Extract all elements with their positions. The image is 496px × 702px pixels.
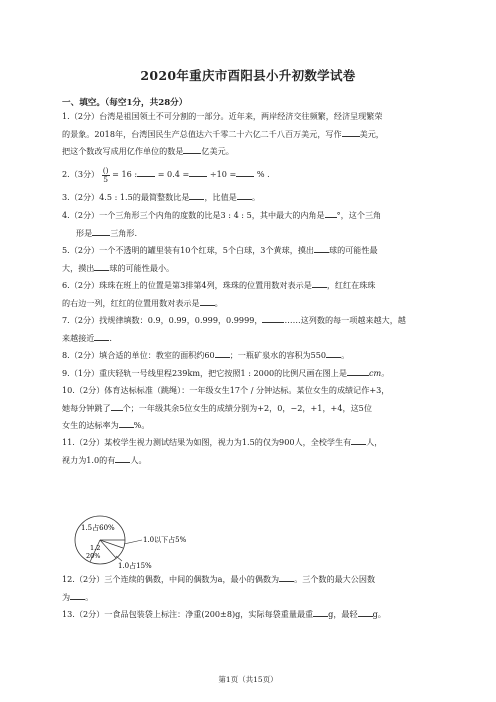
q10-blank-1[interactable] [111,402,123,411]
vision-pie-chart [66,510,216,570]
pie-leader-1 [124,540,142,544]
q5-blank-1[interactable] [314,244,329,253]
q13-blank-1[interactable] [313,608,328,617]
question-4: 4.（2分）一个三角形三个内角的度数的比是3 : 4 : 5，其中最大的内角是 °，这个三角 形是 三角形. [62,210,382,238]
q10-blank-2[interactable] [119,419,134,428]
question-9: 9.（1分）重庆轻轨一号线里程239km，把它按照1 : 2000的比例尺画在图上是 cm。 [62,368,390,378]
q3-blank-2[interactable] [237,191,252,200]
q9-blank-1[interactable] [347,367,369,376]
q12-blank-1[interactable] [279,573,294,582]
q11-blank-2[interactable] [115,454,130,463]
question-8: 8.（2分）填合适的单位：教室的面积约60 ；一瓶矿泉水的容积为550 。 [62,350,350,360]
question-10: 10.（2分）体育达标标准（跳绳）：一年级女生17个 / 分钟达标。某位女生的成绩记作+3， 她每分钟跳了 个；一年级其余5位女生的成绩分别为+2，0，−2，+1，+4，这5位 女生的达标率为 %。 [62,385,390,430]
question-6: 6.（2分）珠珠在班上的位置是第3排第4列，珠珠的位置用数对表示是 ，红红在珠珠 的右边一列，红红的位置用数对表示是 。 [62,280,376,308]
question-1: 1.（2分）台湾是祖国领土不可分割的一部分。近年来，两岸经济交往频繁，经济呈现繁荣 的景象。2018年，台湾国民生产总值达六千零二十六亿二千八百万美元，写作 美元， 把这个数改写成用亿作单位的数是 亿美元。 [62,111,384,156]
q13-blank-2[interactable] [358,608,373,617]
question-13: 13.（2分）一食品包装袋上标注：净重(200±8)g，实际每袋重量最重 g，最轻 g。 [62,609,386,619]
q5-blank-2[interactable] [94,262,109,271]
q1-line1: 1.（2分）台湾是祖国领土不可分割的一部分。近年来，两岸经济交往频繁，经济呈现繁荣 [62,111,383,121]
q6-blank-1[interactable] [312,279,327,288]
pie-label-1-2: 1.2 [90,544,101,552]
question-12: 12.（2分）三个连续的偶数，中间的偶数为a，最小的偶数为 。三个数的最大公因数 为 。 [62,574,376,602]
pie-leader-2 [116,556,122,561]
pie-label-1-2-pct: 20% [86,552,101,560]
question-2: 2.（3分） $\frac{()}{5}$ = 16 : = 0.4 = ÷10 = % . [62,165,270,184]
q11-blank-1[interactable] [351,436,366,445]
q4-blank-1[interactable] [325,209,337,218]
q8-blank-1[interactable] [215,349,230,358]
q4-blank-2[interactable] [92,227,110,236]
question-11: 11.（2分）某校学生视力测试结果为如图，视力为1.5的仅为900人，全校学生有 人， 视力为1.0的有 人。 [62,437,383,465]
pie-label-below-1-0: 1.0以下占5% [143,536,187,544]
q3-blank-1[interactable] [189,191,204,200]
q2-blank-1[interactable] [137,168,155,177]
pie-label-1-0: 1.0占15% [118,562,152,570]
q1-blank-2[interactable] [183,145,201,154]
question-7: 7.（2分）找规律填数：0.9，0.99，0.999，0.9999， ……这列数的每一项越来越大，越 来越接近 . [62,315,406,343]
section-heading: 一、填空。（每空1分，共28分） [62,98,188,108]
q6-blank-2[interactable] [200,297,215,306]
q8-blank-2[interactable] [326,349,341,358]
q2-blank-2[interactable] [189,168,207,177]
q1-blank-1[interactable] [342,128,360,137]
page-title: 2020年重庆市酉阳县小升初数学试卷 [140,68,356,83]
page-footer: 第1页（共15页） [218,675,278,684]
q7-blank-1[interactable] [262,314,284,323]
q2-fraction: $\frac{()}{5}$ [102,165,109,184]
question-3: 3.（2分）4.5 : 1.5的最简整数比是 ，比值是 。 [62,192,260,202]
pie-label-1-5: 1.5占60% [81,524,115,532]
q7-blank-2[interactable] [94,332,109,341]
q2-blank-3[interactable] [236,168,254,177]
q12-blank-2[interactable] [70,591,85,600]
question-5: 5.（2分）一个不透明的罐里装有10个红球，5个白球，3个黄球，摸出 球的可能性最 大，摸出 球的可能性最小。 [62,245,378,273]
